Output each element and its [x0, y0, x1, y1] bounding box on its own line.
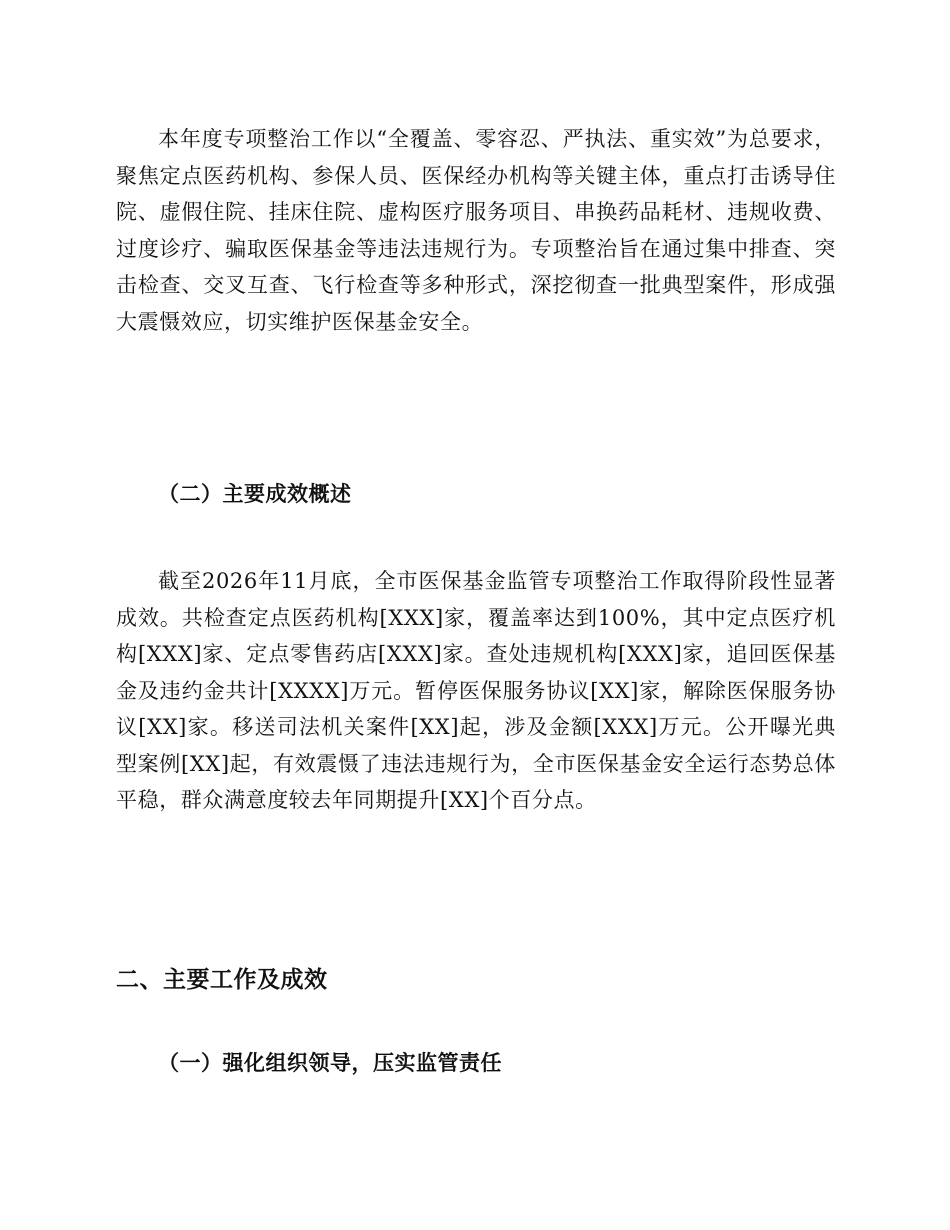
main-results-heading: （二）主要成效概述 — [158, 482, 352, 506]
results-paragraph: 截至2026年11月底，全市医保基金监管专项整治工作取得阶段性显著成效。共检查定点医药机构[XXX]家，覆盖率达到100%，其中定点医疗机构[XXX]家、定点零售药店[XXX]家。查处违规机构[XXX]家，追回医保基金及违约金共计[XXXX]万元。暂停医保服务协议[XX]家，解除医保服务协议[XX]家。移送司法机关案件[XX]起，涉及金额[XXX]万元。公开曝光典型案例[XX]起，有效震慑了违法违规行为，全市医保基金安全运行态势总体平稳，群众满意度较去年同期提升[XX]个百分点。 — [116, 569, 836, 812]
section-heading-main-work: 二、主要工作及成效 — [116, 967, 328, 993]
subsection-heading-leadership: （一）强化组织领导，压实监管责任 — [158, 1051, 502, 1075]
intro-paragraph: 本年度专项整治工作以“全覆盖、零容忍、严执法、重实效”为总要求，聚焦定点医药机构、参保人员、医保经办机构等关键主体，重点打击诱导住院、虚假住院、挂床住院、虚构医疗服务项目、串换药品耗材、违规收费、过度诊疗、骗取医保基金等违法违规行为。专项整治旨在通过集中排查、突击检查、交叉互查、飞行检查等多种形式，深挖彻查一批典型案件，形成强大震慑效应，切实维护医保基金安全。 — [116, 127, 836, 334]
